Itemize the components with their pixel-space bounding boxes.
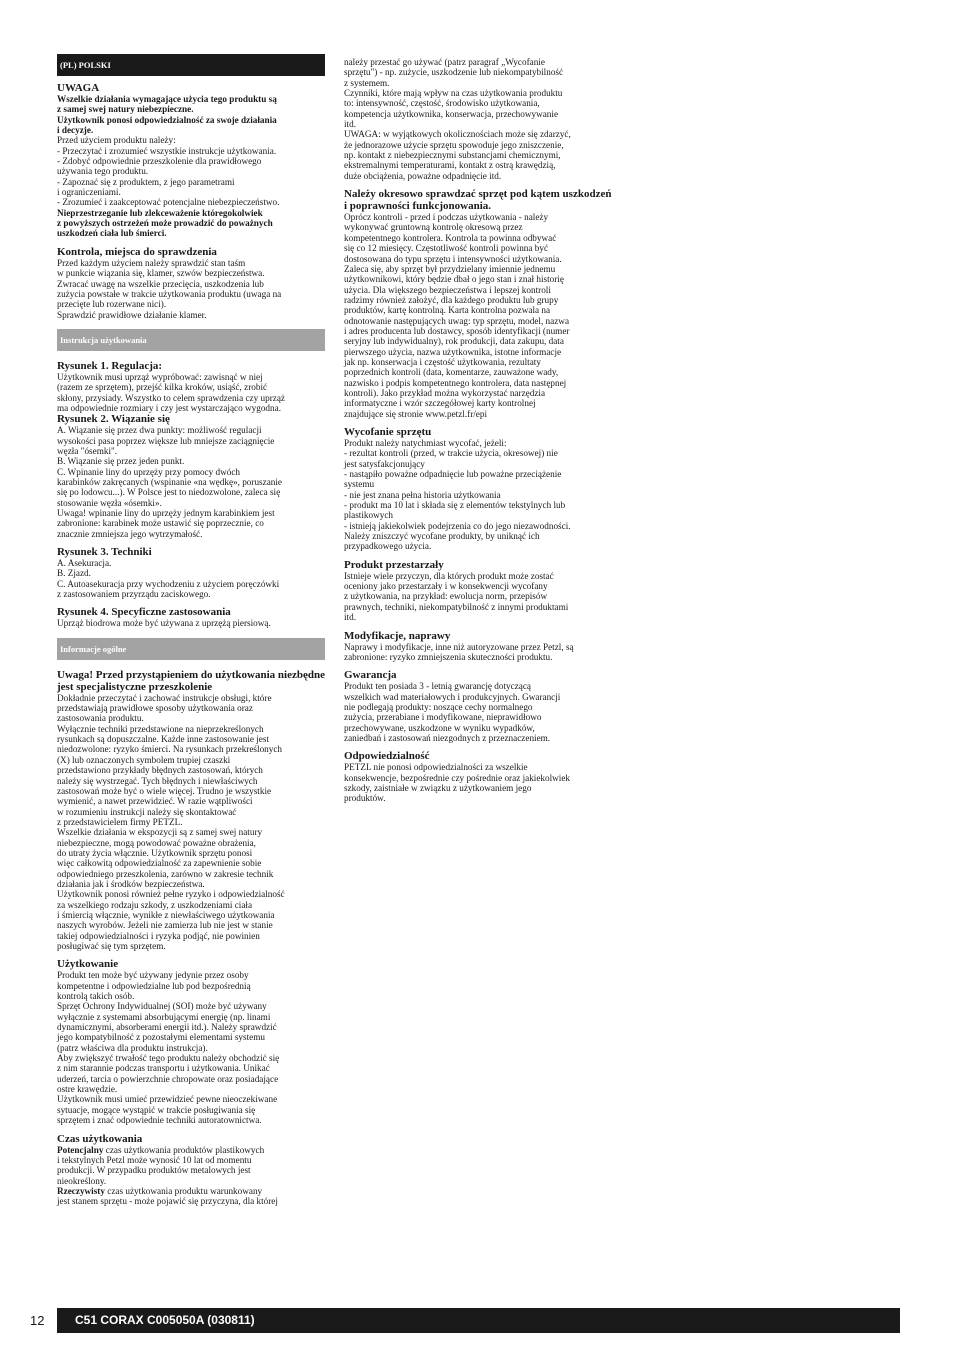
modifications-heading: Modyfikacje, naprawy — [344, 629, 451, 642]
usage-heading: Użytkowanie — [57, 958, 119, 971]
lifetime-text — [57, 1145, 325, 1207]
usage-text: Produkt ten może być używany jedynie przez osoby kompetentne i odpowiedzialne lub pod bezpośrednią kontrolą takich osób. Sprzęt Ochrony Indywidualnej (SOI) może być używany wyłącznie z systemami absorbującymi energię (np. linami dynamicznymi, absorberami energii itd.). Należy sprawdzić jego kompatybilność z pozostałymi elementami systemu (patrz właściwa dla produktu instrukcja). Aby zwiększyć trwałość tego produktu należy obchodzić się z nim starannie podczas transportu i użytkowania. Unikać uderzeń, tarcia o powierzchnie chropowate oraz posiadające ostre krawędzie. Użytkownik musi umieć przewidzieć pewne nieoczekiwane sytuacje, mogące wystąpić w trakcie posługiwania się sprzętem i znać odpowiednie techniki autoratownictwa. — [57, 970, 280, 1126]
left-column — [57, 54, 325, 1207]
periodic-check-text: Oprócz kontroli - przed i podczas użytkowania - należy wykonywać gruntowną kontrolę okresową przez kompetentnego kontrolera. Kontrola ta powinna odbywać się co 12 miesięcy. Częstotliwość kontroli powinna być dostosowana do typu sprzętu i intensywności użytkowania. Zaleca się, aby sprzęt był przydzielany imiennie jednemu użytkownikowi, który będzie dbał o jego stan i znał historię użycia. Dla większego bezpieczeństwa i lepszej kontroli radzimy również założyć, dla każdego produktu lub grupy produktów, kartę kontrolną. Karta kontrolna pozwala na odnotowanie następujących uwag: typ sprzętu, model, nazwa i adres producenta lub dostawcy, sposób identyfikacji (numer seryjny lub indywidualny), rok produkcji, data zakupu, data pierwszego użycia, nazwa użytkownika, istotne informacje jak np. konserwacja i częstość użytkowania, rezultaty poprzednich kontroli (data, komentarze, zauważone wady, nazwisko i podpis kompetentnego kontrolera, data następnej kontroli). Jako przykład można wykorzystać narzędzia informatyczne i wzór szczegółowej karty kontrolnej znajdujące się stronie www.petzl.fr/epi — [344, 212, 570, 419]
warning-bold-text-2: Nieprzestrzeganie lub zlekceważenie któregokolwiek z powyższych ostrzeżeń może prowadzić do poważnych uszkodzeń ciała lub śmierci. — [57, 207, 273, 239]
liability-heading: Odpowiedzialność — [344, 750, 430, 763]
language-bar: (PL) POLSKI — [57, 54, 325, 76]
potential-label: Potencjalny — [57, 1144, 104, 1155]
general-info-bar: Informacje ogólne — [57, 638, 325, 660]
instructions-bar: Instrukcja użytkowania — [57, 329, 325, 351]
figure3-text: A. Asekuracja. B. Zjazd. C. Autoasekuracja przy wychodzeniu z użyciem poręczówki z zastosowaniem przyrządu zaciskowego. — [57, 558, 280, 600]
page-number: 12 — [30, 1313, 45, 1328]
footer-text: C51 CORAX C005050A (030811) — [75, 1313, 255, 1327]
modifications-text: Naprawy i modyfikacje, inne niż autoryzowane przez Petzl, są zabronione: ryzyko zmniejszenia skuteczności produktu. — [344, 641, 574, 662]
training-text: Dokładnie przeczytać i zachować instrukcje obsługi, które przedstawiają prawidłowe sposoby użytkowania oraz zastosowania produktu. Wyłącznie techniki przedstawione na nieprzekreślonych rysunkach są dopuszczalne. Każde inne zastosowanie jest niedozwolone: ryzyko śmierci. Na rysunkach przekreślonych (X) lub oznaczonych symbolem trupiej czaszki przedstawiono przykłady błędnych zastosowań, których należy się wystrzegać. Tych błędnych i niewłaściwych zastosowań może być o wiele więcej. Trudno je wszystkie wymienić, a nawet przewidzieć. W razie wątpliwości w rozumieniu instrukcji należy się skontaktować z przedstawicielem firmy PETZL. Wszelkie działania w ekspozycji są z samej swej natury niebezpieczne, mogą powodować poważne obrażenia, do utraty życia włącznie. Użytkownik sprzętu ponosi więc całkowitą odpowiedzialność za zapewnienie sobie odpowiedniego przeszkolenia, zarówno w zakresie technik działania jak i środków bezpieczeństwa. Użytkownik ponosi również pełne ryzyko i odpowiedzialność za wszelkiego rodzaju szkody, z uszkodzeniami ciała i śmiercią włącznie, wynikłe z niewłaściwego użytkowania naszych wyrobów. Jeżeli nie zamierza lub nie jest w stanie takiej odpowiedzialności i ryzyka podjąć, nie powinien posługiwać się tym sprzętem. — [57, 692, 285, 951]
figure2-heading: Rysunek 2. Wiązanie się — [57, 413, 170, 426]
figure4-text: Uprząż biodrowa może być używana z uprzężą piersiową. — [57, 618, 271, 629]
warning-text: Przed użyciem produktu należy: - Przeczytać i zrozumieć wszystkie instrukcje użytkowania. - Zdobyć odpowiednie przeszkolenie dla prawidłowego używania tego produktu. - Zapoznać się z produktem, z jego parametrami i ograniczeniami. - Zrozumieć i zaakceptować potencjalne niebezpieczeństwo. — [57, 135, 280, 208]
lifetime-continued-text: należy przestać go używać (patrz paragraf „Wycofanie sprzętu") - np. zużycie, uszkodzenie lub niekompatybilność z systemem. Czynniki, które mają wpływ na czas użytkowania produktu to: intensywność, częstość, środowisko użytkowania, kompetencja użytkownika, konserwacja, przechowywanie itd. UWAGA: w wyjątkowych okolicznościach może się zdarzyć, że jednorazowe użycie sprzętu spowoduje jego zniszczenie, np. kontakt z niebezpiecznymi substancjami chemicznymi, ekstremalnymi temperaturami, kontakt z ostrą krawędzią, duże obciążenia, poważne odpadnięcie itd. — [344, 57, 571, 181]
retirement-heading: Wycofanie sprzętu — [344, 426, 432, 438]
figure3-heading: Rysunek 3. Techniki — [57, 546, 152, 559]
footer-bar — [57, 1308, 900, 1333]
periodic-check-heading: Należy okresowo sprawdzać sprzęt pod kątem uszkodzeń i poprawności funkcjonowania. — [344, 188, 612, 213]
actual-text: czas użytkowania produktu warunkowany jest stanem sprzętu - może pojawić się przyczyna, dla której — [57, 1185, 278, 1207]
inspection-text: Przed każdym użyciem należy sprawdzić stan taśm w punkcie wiązania się, klamer, szwów bezpieczeństwa. Zwracać uwagę na wszelkie przecięcia, uszkodzenia lub zużycia powstałe w trakcie użytkowania produktu (uwaga na przecięte lub rozerwane nici). Sprawdzić prawidłowe działanie klamer. — [57, 257, 282, 320]
warranty-heading: Gwarancja — [344, 669, 397, 682]
warranty-text: Produkt ten posiada 3 - letnią gwarancję dotyczącą wszelkich wad materiałowych i produkcyjnych. Gwarancji nie podlegają produkty: noszące cechy normalnego zużycia, przerabiane i modyfikowane, nieprawidłowo przechowywane, uszkodzone w wyniku wypadków, zaniedbań i zastosowań niezgodnych z przeznaczeniem. — [344, 681, 561, 743]
obsolete-heading: Produkt przestarzały — [344, 558, 444, 571]
lifetime-heading: Czas użytkowania — [57, 1132, 143, 1145]
figure4-heading: Rysunek 4. Specyficzne zastosowania — [57, 606, 231, 619]
obsolete-text: Istnieje wiele przyczyn, dla których produkt może zostać oceniony jako przestarzały i w konsekwencji wycofany z użytkowania, na przykład: ewolucja norm, przepisów prawnych, techniki, niekompatybilność z innymi produktami itd. — [344, 570, 569, 623]
figure1-heading: Rysunek 1. Regulacja: — [57, 359, 163, 372]
right-column — [344, 57, 612, 804]
warning-bold-text: Wszelkie działania wymagające użycia tego produktu są z samej swej natury niebezpieczne. Użytkownik ponosi odpowiedzialność za swoje działania i decyzje. — [57, 94, 277, 136]
liability-text: PETZL nie ponosi odpowiedzialności za wszelkie konsekwencje, bezpośrednie czy pośrednie oraz jakiekolwiek szkody, zaistniałe w związku z użytkowaniem jego produktów. — [344, 762, 571, 804]
figure2-text: A. Wiązanie się przez dwa punkty: możliwość regulacji wysokości pasa poprzez większe lub mniejsze zaciągnięcie węzła "ósemki". B. Wiązanie się przez jeden punkt. C. Wpinanie liny do uprzęży przy pomocy dwóch karabinków zakręcanych (wspinanie «na wędkę», poruszanie się po lodowcu...). W Polsce jest to niedozwolone, zaleca się stosowanie węzła «ósemki». Uwaga! wpinanie liny do uprzęży jednym karabinkiem jest zabronione: karabinek może ustawić się poprzecznie, co znacznie zmniejsza jego wytrzymałość. — [57, 425, 282, 539]
warning-heading: UWAGA — [57, 82, 100, 94]
figure1-text: Użytkownik musi uprząż wypróbować: zawisnąć w niej (razem ze sprzętem), przejść kilka kroków, usiąść, zrobić skłony, przysiady. Wszystko to celem sprawdzenia czy uprząż ma odpowiednie rozmiary i czy jest wystarczająco wygodna. — [57, 371, 285, 413]
retirement-text: Produkt należy natychmiast wycofać, jeżeli: - rezultat kontroli (przed, w trakcie użycia, okresowej) nie jest satysfakcjonujący - nastąpiło poważne odpadnięcie lub poważne przeciążenie systemu - nie jest znana pełna historia użytkowania - produkt ma 10 lat i składa się z elementów tekstylnych lub plastikowych - istnieją jakiekolwiek podejrzenia co do jego niezawodności. Należy zniszczyć wycofane produkty, by uniknąć ich przypadkowego użycia. — [344, 438, 571, 552]
potential-text: czas użytkowania produktów plastikowych i tekstylnych Petzl może wynosić 10 lat od momentu produkcji. W przypadku produktów metalowych jest nieokreślony. — [57, 1144, 265, 1186]
inspection-heading: Kontrola, miejsca do sprawdzenia — [57, 245, 217, 258]
actual-label: Rzeczywisty — [57, 1185, 105, 1196]
training-heading: Uwaga! Przed przystąpieniem do użytkowania niezbędne jest specjalistyczne przeszkolenie — [57, 668, 325, 693]
